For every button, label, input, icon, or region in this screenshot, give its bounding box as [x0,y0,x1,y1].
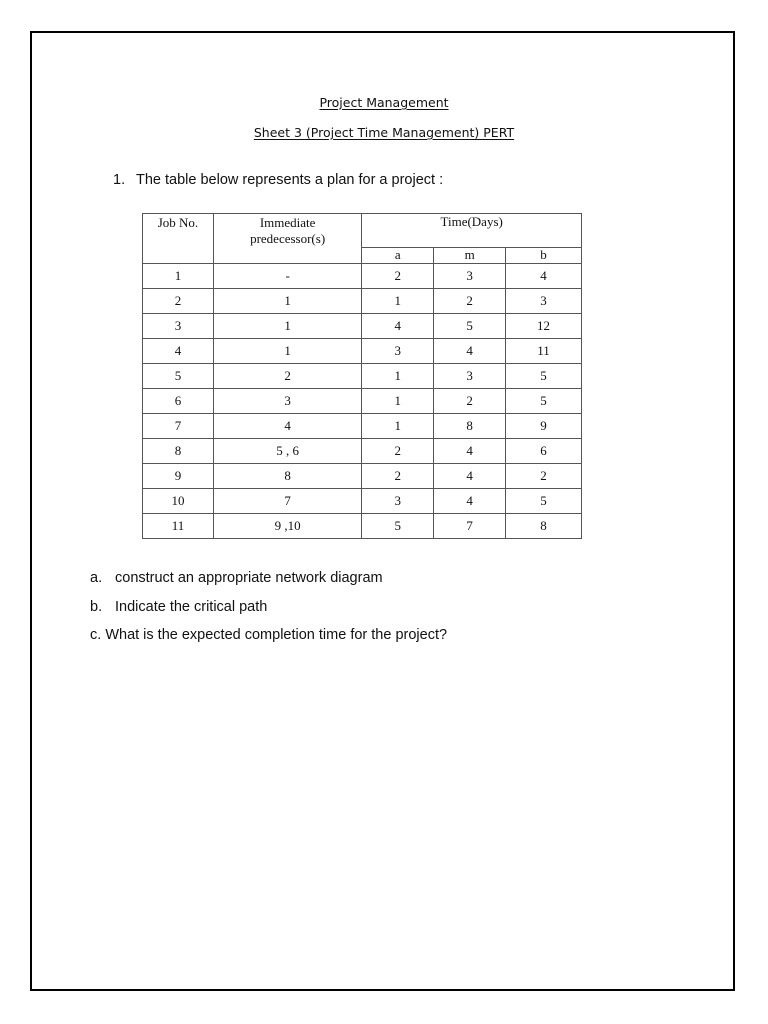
cell-job-no: 4 [143,338,214,363]
cell-m: 3 [434,363,506,388]
header-predecessor [213,214,361,248]
document-title: Project Management [319,95,449,110]
document-subtitle: Sheet 3 (Project Time Management) PERT [253,125,515,140]
table-row [143,363,582,388]
cell-job-no: 10 [143,488,214,513]
task-c [90,627,447,643]
cell-predecessor: 2 [213,363,361,388]
header-a: a [362,247,434,263]
cell-m: 4 [434,488,506,513]
task-b [90,599,267,615]
cell-m: 3 [434,263,506,288]
cell-job-no: 2 [143,288,214,313]
cell-m: 2 [434,388,506,413]
question-text: The table below represents a plan for a project : [136,172,444,188]
project-plan-table [142,213,582,539]
header-m: m [434,247,506,263]
table-row [143,513,582,538]
cell-a: 2 [362,438,434,463]
cell-m: 4 [434,463,506,488]
cell-predecessor: 1 [213,313,361,338]
cell-b: 8 [506,513,582,538]
header-predecessor-spacer [213,247,361,263]
task-b-text: Indicate the critical path [115,599,268,615]
cell-predecessor: 5 , 6 [213,438,361,463]
cell-predecessor: 1 [213,288,361,313]
table-row [143,463,582,488]
cell-a: 2 [362,463,434,488]
table-row [143,388,582,413]
cell-a: 1 [362,288,434,313]
header-time-days: Time(Days) [362,214,582,248]
cell-a: 1 [362,413,434,438]
cell-predecessor: 7 [213,488,361,513]
cell-predecessor: 4 [213,413,361,438]
cell-predecessor: - [213,263,361,288]
task-a-label: a. [90,570,103,586]
table-row [143,413,582,438]
table-row [143,263,582,288]
cell-job-no: 9 [143,463,214,488]
cell-b: 4 [506,263,582,288]
cell-b: 3 [506,288,582,313]
cell-b: 6 [506,438,582,463]
table-header-row [143,214,582,248]
table-row [143,438,582,463]
cell-b: 12 [506,313,582,338]
cell-a: 1 [362,363,434,388]
cell-b: 11 [506,338,582,363]
task-a-text: construct an appropriate network diagram [115,570,383,586]
cell-a: 1 [362,388,434,413]
question-1 [113,172,443,188]
table-row [143,488,582,513]
task-a [90,570,383,586]
cell-b: 5 [506,363,582,388]
cell-m: 8 [434,413,506,438]
cell-job-no: 1 [143,263,214,288]
cell-a: 3 [362,488,434,513]
header-job-no: Job No. [143,214,214,248]
header-predecessor-text: Immediate predecessor(s) [250,215,326,246]
header-job-no-spacer [143,247,214,263]
cell-predecessor: 3 [213,388,361,413]
table-subheader-row [143,247,582,263]
cell-m: 4 [434,438,506,463]
cell-m: 2 [434,288,506,313]
cell-predecessor: 1 [213,338,361,363]
cell-job-no: 5 [143,363,214,388]
cell-m: 7 [434,513,506,538]
cell-b: 5 [506,388,582,413]
table-row [143,313,582,338]
cell-predecessor: 9 ,10 [213,513,361,538]
cell-b: 9 [506,413,582,438]
cell-job-no: 3 [143,313,214,338]
task-b-label: b. [90,599,103,615]
task-c-text: What is the expected completion time for the project? [105,627,448,643]
cell-m: 4 [434,338,506,363]
cell-a: 3 [362,338,434,363]
cell-predecessor: 8 [213,463,361,488]
cell-job-no: 8 [143,438,214,463]
table-row [143,288,582,313]
cell-a: 5 [362,513,434,538]
table-body [143,263,582,538]
cell-a: 2 [362,263,434,288]
cell-job-no: 6 [143,388,214,413]
cell-m: 5 [434,313,506,338]
task-c-label: c. [90,627,102,643]
table-row [143,338,582,363]
cell-job-no: 11 [143,513,214,538]
cell-b: 5 [506,488,582,513]
cell-b: 2 [506,463,582,488]
cell-job-no: 7 [143,413,214,438]
question-number: 1. [113,172,126,188]
header-b: b [506,247,582,263]
cell-a: 4 [362,313,434,338]
